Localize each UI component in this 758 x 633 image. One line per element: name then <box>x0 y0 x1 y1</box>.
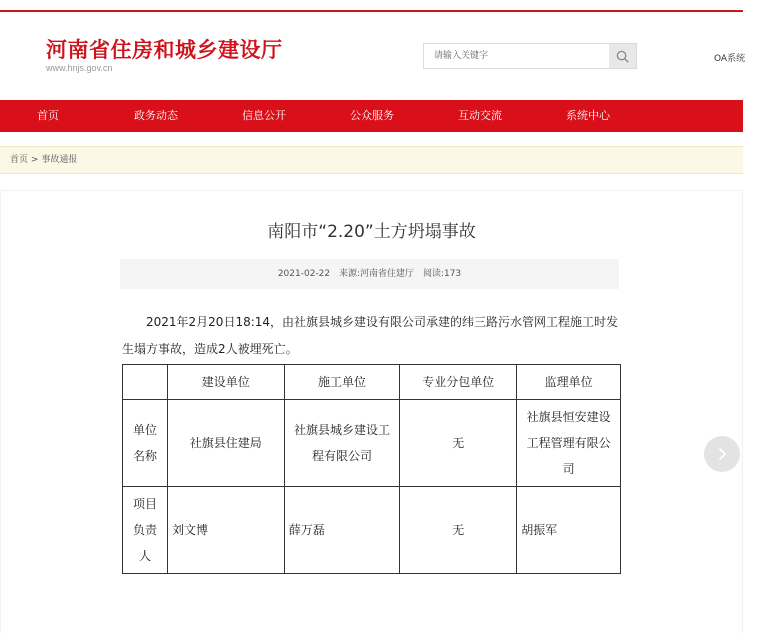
breadcrumb <box>0 146 743 174</box>
table-header-cell: 建设单位 <box>167 365 284 400</box>
search-button[interactable] <box>609 44 636 68</box>
article-source: 来源:河南省住建厅 <box>339 269 415 279</box>
article-meta <box>120 259 619 289</box>
table-cell: 薛万磊 <box>284 487 400 574</box>
table-cell: 无 <box>400 487 517 574</box>
table-header-cell: 施工单位 <box>284 365 400 400</box>
table-cell: 项目负责人 <box>123 487 168 574</box>
table-cell: 社旗县住建局 <box>167 400 284 487</box>
article-title: 南阳市“2.20”土方坍塌事故 <box>267 222 476 242</box>
table-cell: 胡振军 <box>517 487 621 574</box>
table-row <box>123 400 621 487</box>
table-cell: 刘文博 <box>167 487 284 574</box>
chevron-right-icon <box>715 447 729 461</box>
table-row <box>123 487 621 574</box>
article-reads: 阅读:173 <box>422 269 462 279</box>
oa-system-link[interactable]: OA系统 <box>714 54 746 64</box>
search-icon <box>616 50 629 63</box>
main-nav <box>0 100 743 132</box>
table-cell: 无 <box>400 400 517 487</box>
top-accent-line <box>0 10 743 12</box>
nav-item-interaction[interactable]: 互动交流 <box>458 109 502 122</box>
breadcrumb-current[interactable]: 事故通报 <box>41 155 78 165</box>
accident-info-table <box>122 364 621 574</box>
nav-item-system-center[interactable]: 系统中心 <box>566 109 610 122</box>
search-box <box>423 43 637 69</box>
next-article-button[interactable] <box>704 436 740 472</box>
nav-item-public-service[interactable]: 公众服务 <box>350 109 394 122</box>
table-cell: 社旗县恒安建设工程管理有限公司 <box>517 400 621 487</box>
nav-item-government-news[interactable]: 政务动态 <box>134 109 178 122</box>
search-input[interactable] <box>424 44 610 68</box>
nav-item-home[interactable]: 首页 <box>37 109 59 122</box>
table-cell: 单位名称 <box>123 400 168 487</box>
breadcrumb-separator: > <box>30 155 39 165</box>
article-body: 2021年2月20日18:14，由社旗县城乡建设有限公司承建的纬三路污水管网工程施工时发生塌方事故，造成2人被埋死亡。 <box>122 315 619 356</box>
article-date: 2021-02-22 <box>277 269 331 279</box>
table-header-row <box>123 365 621 400</box>
site-url: www.hnjs.gov.cn <box>46 63 113 73</box>
site-title[interactable]: 河南省住房和城乡建设厅 <box>46 38 283 62</box>
table-header-cell <box>123 365 168 400</box>
table-header-cell: 监理单位 <box>517 365 621 400</box>
nav-item-info-disclosure[interactable]: 信息公开 <box>242 109 286 122</box>
table-cell: 社旗县城乡建设工程有限公司 <box>284 400 400 487</box>
table-header-cell: 专业分包单位 <box>400 365 517 400</box>
breadcrumb-home[interactable]: 首页 <box>10 155 29 165</box>
